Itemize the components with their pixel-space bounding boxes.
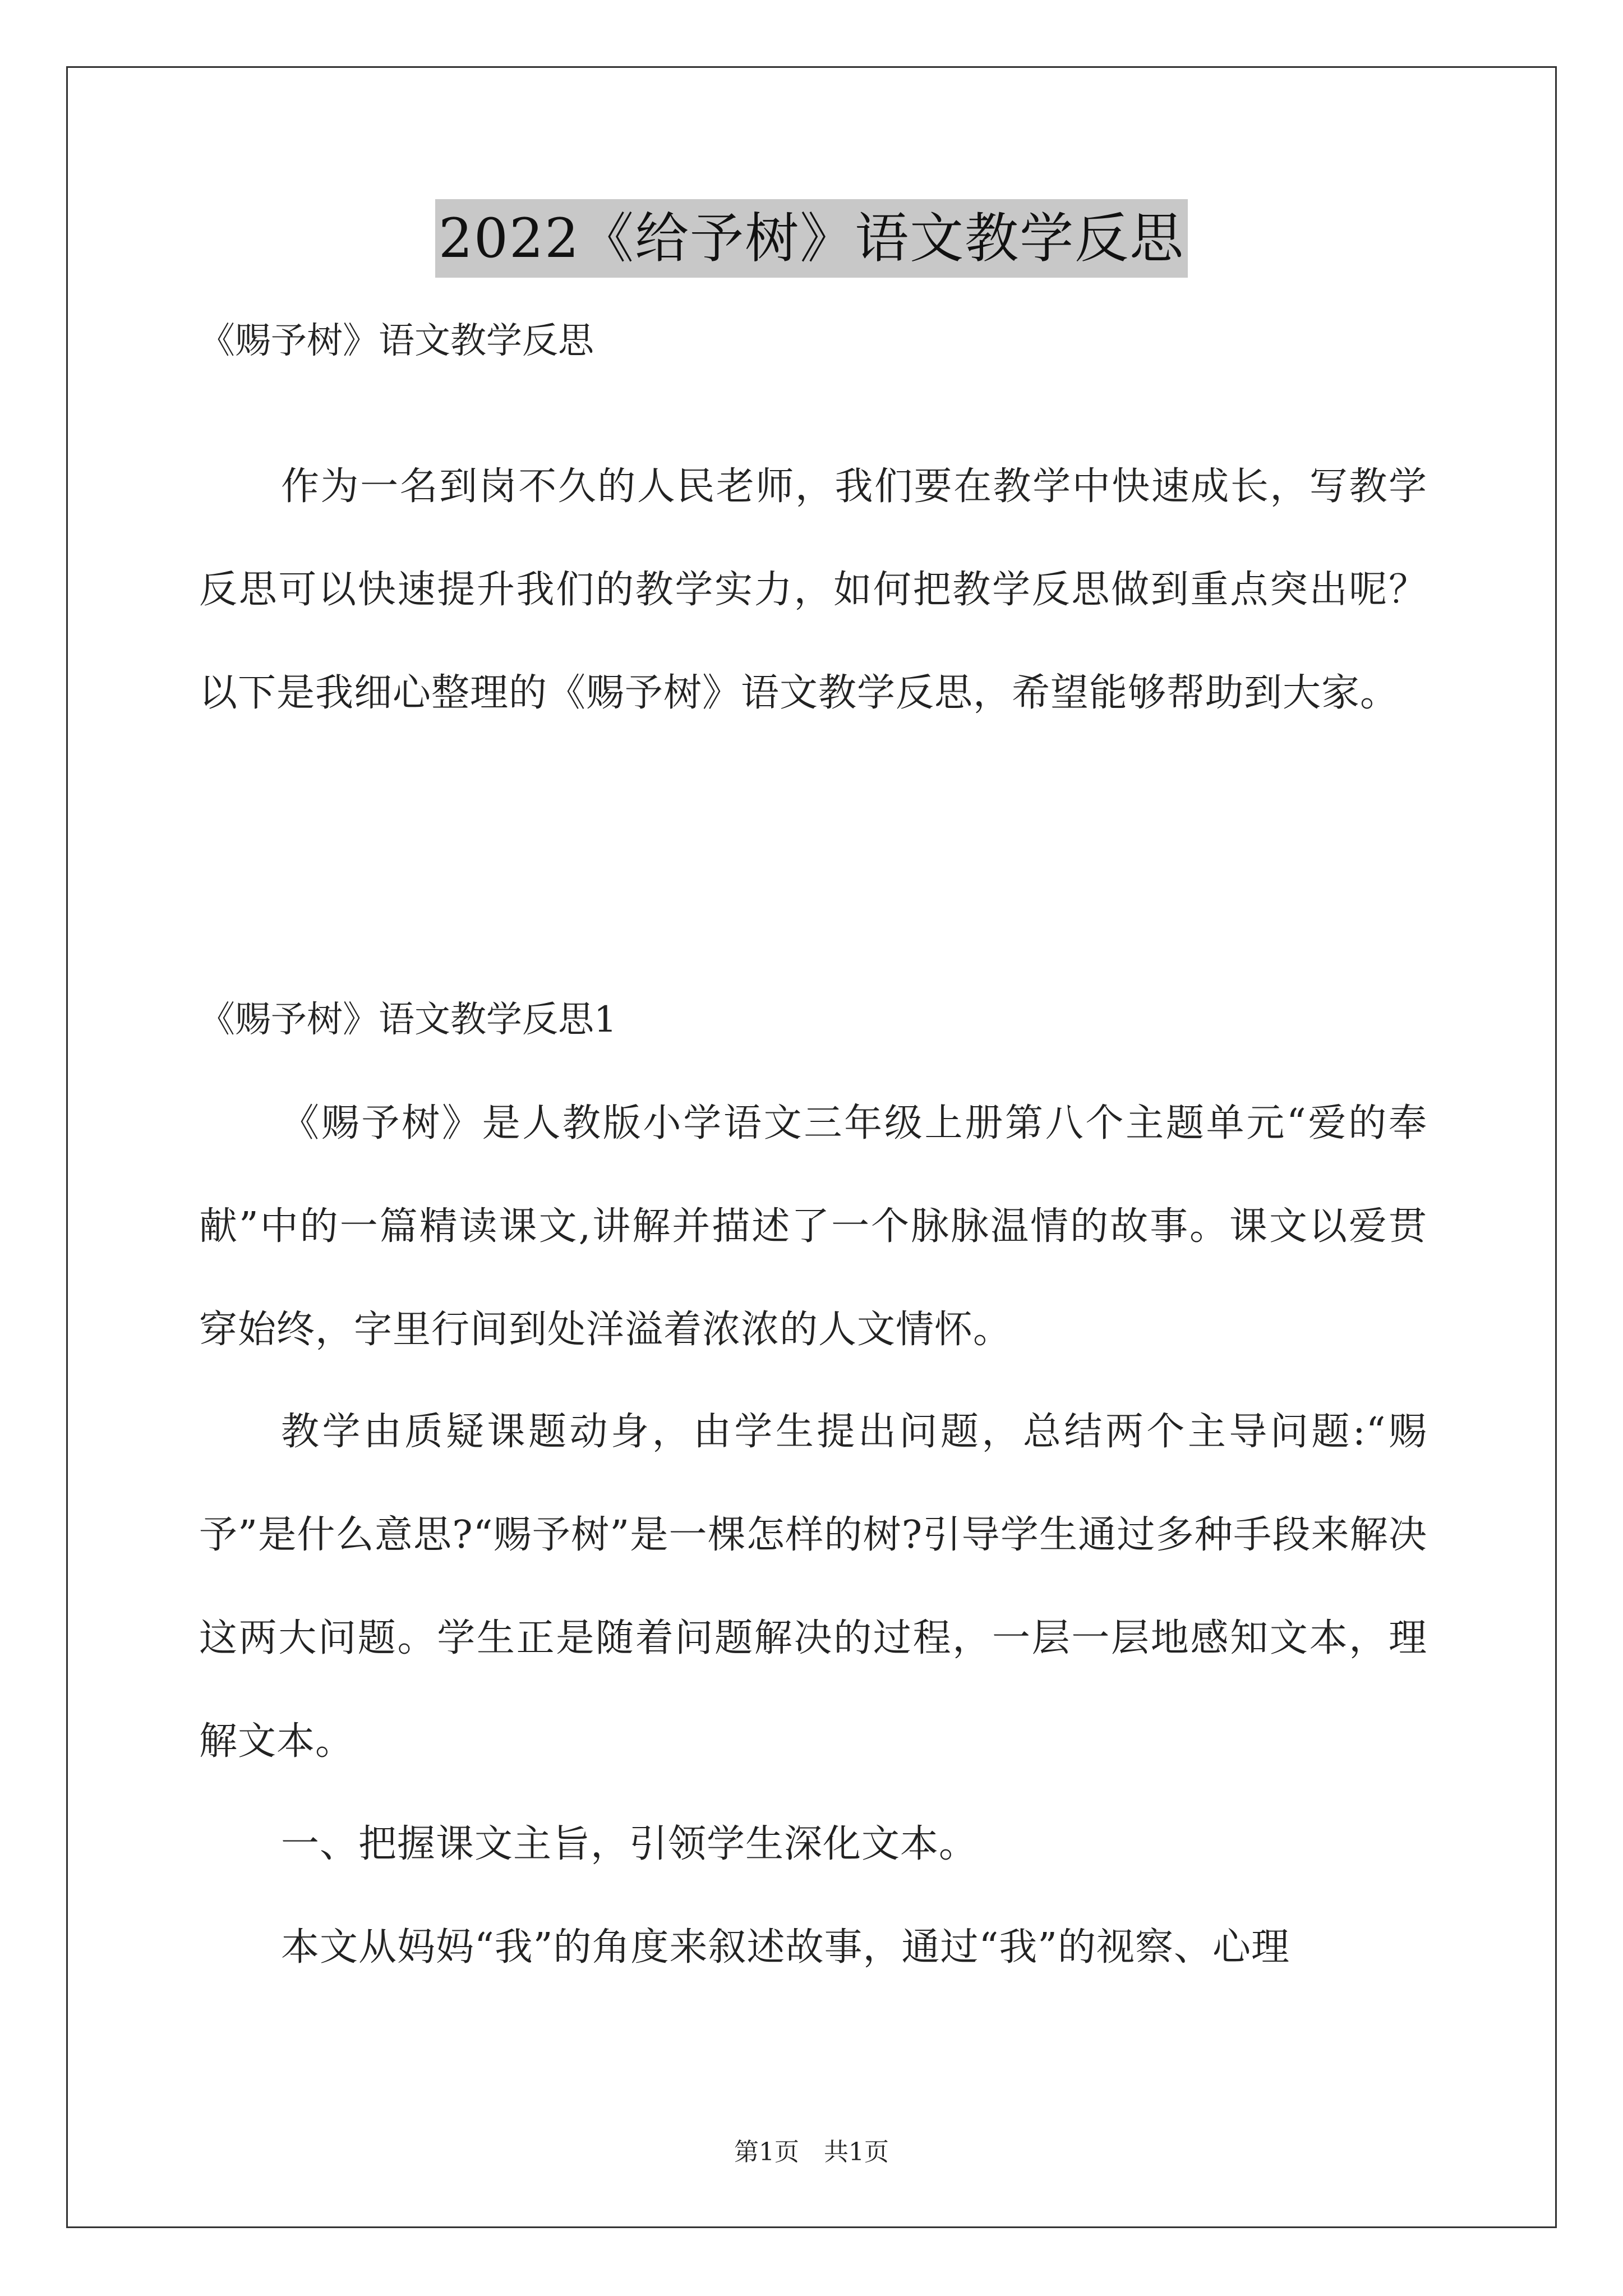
subtitle: 《赐予树》语文教学反思: [199, 320, 594, 362]
intro-paragraph: 作为一名到岗不久的人民老师，我们要在教学中快速成长，写教学反思可以快速提升我们的教学实力，如何把教学反思做到重点突出呢？以下是我细心整理的《赐予树》语文教学反思，希望能够帮助到大家。: [199, 464, 1427, 715]
paragraph-3: 一、把握课文主旨，引领学生深化文本。: [281, 1822, 978, 1866]
paragraph-1: 《赐予树》是人教版小学语文三年级上册第八个主题单元“爱的奉献”中的一篇精读课文,讲解并描述了一个脉脉温情的故事。课文以爱贯穿始终，字里行间到处洋溢着浓浓的人文情怀。: [199, 1101, 1427, 1352]
page-footer: 第1页 共1页: [734, 2138, 889, 2166]
document-title: 2022《给予树》语文教学反思: [435, 199, 1188, 278]
title-container: [0, 199, 1623, 278]
paragraph-4: 本文从妈妈“我”的角度来叙述故事，通过“我”的视察、心理: [281, 1925, 1290, 1970]
paragraph-2: 教学由质疑课题动身，由学生提出问题，总结两个主导问题:“赐予”是什么意思?“赐予树”是一棵怎样的树?引导学生通过多种手段来解决这两大问题。学生正是随着问题解决的过程，一层一层地感知文本，理解文本。: [199, 1410, 1427, 1764]
section-heading: 《赐予树》语文教学反思1: [199, 999, 617, 1041]
